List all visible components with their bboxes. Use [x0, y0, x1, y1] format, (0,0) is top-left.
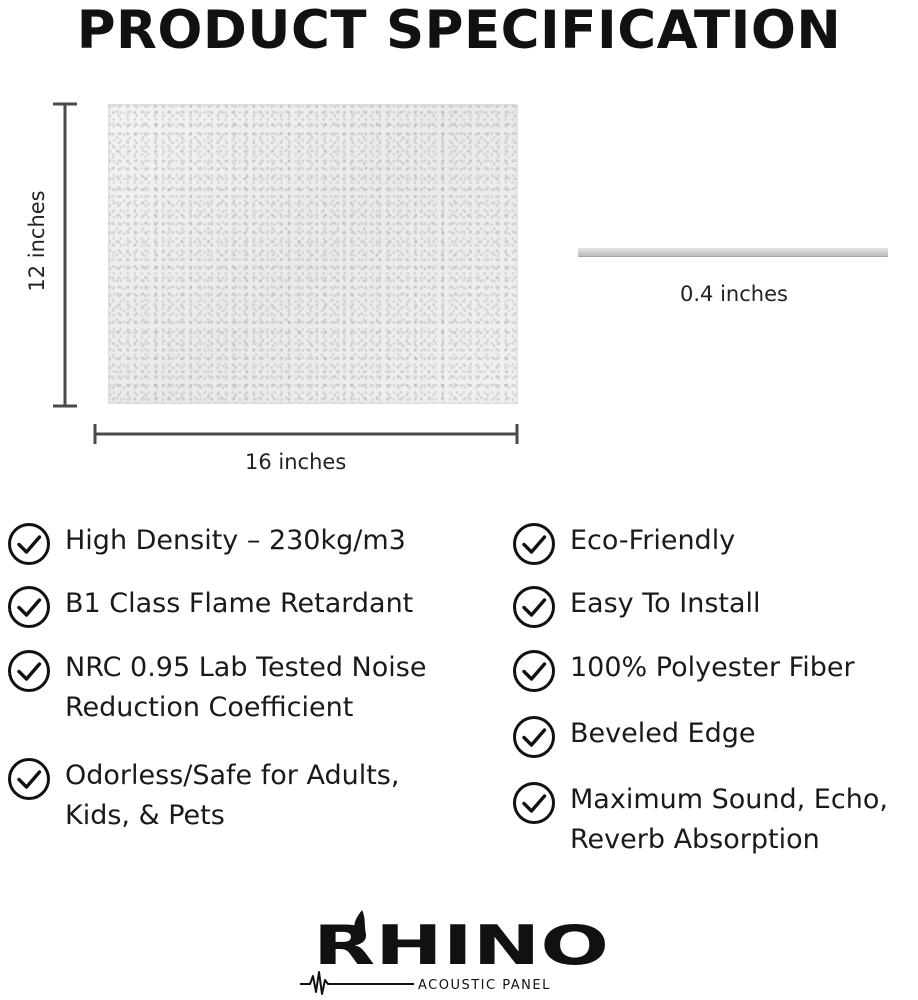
check-circle-icon: [512, 781, 556, 825]
feature-item: [512, 584, 761, 629]
feature-item: [7, 521, 406, 566]
check-circle-icon: [512, 649, 556, 693]
feature-item: [512, 521, 735, 566]
check-circle-icon: [7, 757, 51, 801]
check-circle-icon: [512, 585, 556, 629]
rhino-logo: [296, 904, 626, 996]
check-circle-icon: [512, 522, 556, 566]
feature-item: [7, 648, 426, 728]
height-label: 12 inches: [25, 190, 49, 292]
feature-item: [512, 714, 756, 759]
feature-item: [512, 780, 888, 860]
feature-item: [7, 756, 399, 836]
feature-text: 100% Polyester Fiber: [570, 652, 855, 683]
acoustic-panel-side-image: [578, 248, 888, 256]
page-title: PRODUCT SPECIFICATION: [76, 0, 842, 61]
check-circle-icon: [512, 715, 556, 759]
width-label: 16 inches: [245, 450, 347, 474]
feature-text: Odorless/Safe for Adults, Kids, & Pets: [65, 760, 400, 831]
feature-text: High Density – 230kg/m3: [65, 525, 406, 556]
logo-brand-text: RHINO: [313, 914, 609, 977]
logo-tagline-text: ACOUSTIC PANEL: [418, 978, 551, 993]
feature-text: Beveled Edge: [570, 718, 756, 749]
feature-text: Maximum Sound, Echo, Reverb Absorption: [570, 784, 888, 855]
check-circle-icon: [7, 522, 51, 566]
check-circle-icon: [7, 649, 51, 693]
feature-text: B1 Class Flame Retardant: [65, 588, 414, 619]
feature-item: [512, 648, 855, 693]
acoustic-panel-front-image: [108, 104, 518, 404]
check-circle-icon: [7, 585, 51, 629]
feature-text: Easy To Install: [570, 588, 761, 619]
feature-item: [7, 584, 413, 629]
feature-text: NRC 0.95 Lab Tested Noise Reduction Coefficient: [65, 652, 427, 723]
feature-text: Eco-Friendly: [570, 525, 736, 556]
thickness-label: 0.4 inches: [680, 282, 788, 306]
